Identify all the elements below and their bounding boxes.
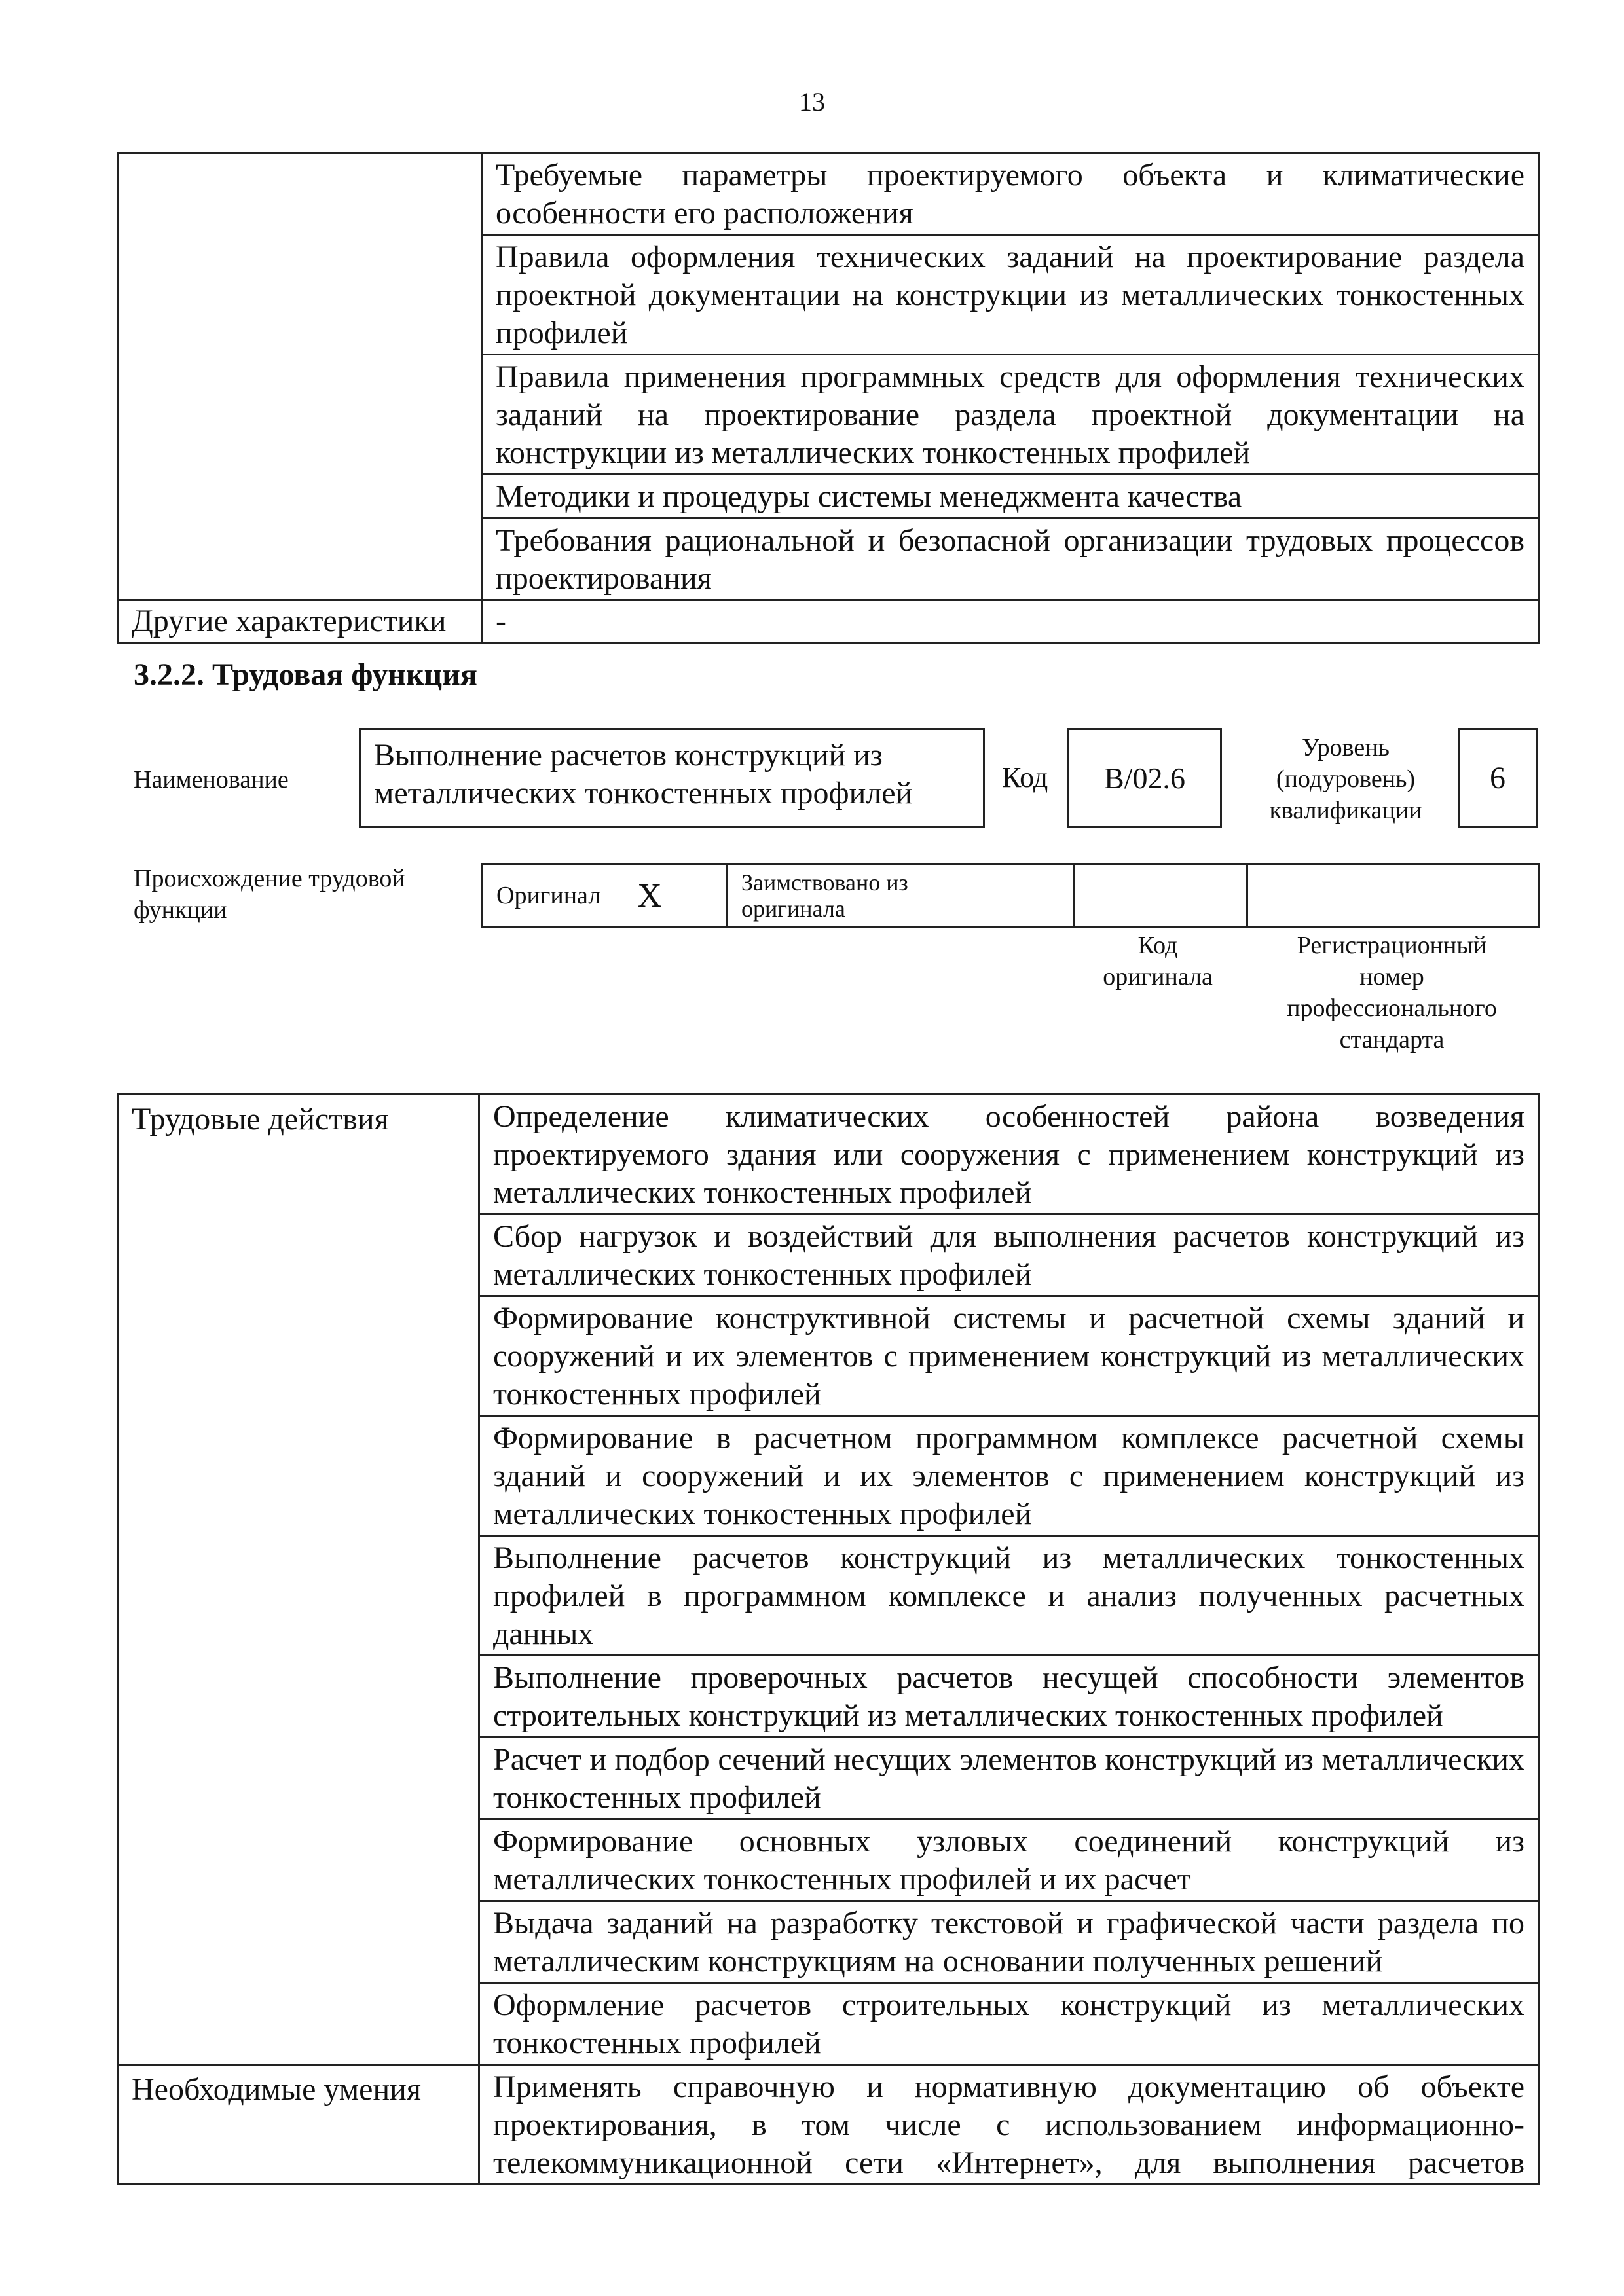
caption-line: стандарта [1339, 1026, 1445, 1053]
level-label-line: Уровень [1302, 734, 1390, 761]
knowledge-item: Требования рациональной и безопасной организации трудовых процессов проектирования [482, 519, 1539, 600]
origin-label-line: Происхождение трудовой [134, 865, 405, 892]
skill-item: Применять справочную и нормативную документацию об объекте проектирования, в том числе с использованием информационно-телекоммуникационной сети «Интернет», для выполнения расчетов [479, 2065, 1539, 2185]
level-value: 6 [1490, 760, 1505, 795]
empty-label-cell [118, 153, 482, 600]
qualification-level-label [1247, 732, 1444, 826]
original-code-cell [1075, 864, 1247, 928]
knowledge-table [117, 152, 1540, 644]
knowledge-item: Правила оформления технических заданий на проектирование раздела проектной документации на конструкции из металлических тонкостенных профилей [482, 235, 1539, 355]
code-value: B/02.6 [1104, 761, 1185, 795]
other-characteristics-value: - [482, 600, 1539, 643]
name-label: Наименование [134, 766, 289, 793]
origin-table [481, 863, 1540, 928]
labor-action: Определение климатических особенностей района возведения проектируемого здания или сооружения с применением конструкций из металлических тонкостенных профилей [479, 1095, 1539, 1214]
origin-label-line: функции [134, 896, 227, 924]
labor-action: Оформление расчетов строительных конструкций из металлических тонкостенных профилей [479, 1983, 1539, 2065]
knowledge-item: Правила применения программных средств для оформления технических заданий на проектирование раздела проектной документации на конструкции из металлических тонкостенных профилей [482, 355, 1539, 475]
knowledge-item: Методики и процедуры системы менеджмента качества [482, 475, 1539, 519]
labor-action: Формирование в расчетном программном комплексе расчетной схемы зданий и сооружений и их элементов с применением конструкций из металлических тонкостенных профилей [479, 1416, 1539, 1536]
other-characteristics-label: Другие характеристики [118, 600, 482, 643]
original-code-caption [1071, 930, 1244, 993]
code-label: Код [1002, 761, 1048, 793]
function-name-box [359, 728, 985, 828]
caption-line: профессионального [1287, 994, 1497, 1022]
page-number: 13 [799, 87, 825, 117]
labor-action: Выполнение расчетов конструкций из металлических тонкостенных профилей в программном комплексе и анализ полученных расчетных данных [479, 1536, 1539, 1656]
labor-action: Сбор нагрузок и воздействий для выполнения расчетов конструкций из металлических тонкостенных профилей [479, 1214, 1539, 1296]
labor-actions-label-cell: Трудовые действия [118, 1095, 479, 2065]
caption-line: номер [1359, 963, 1424, 991]
labor-action: Формирование основных узловых соединений конструкций из металлических тонкостенных профилей и их расчет [479, 1819, 1539, 1901]
registration-number-cell [1247, 864, 1539, 928]
caption-line: Код [1137, 932, 1178, 959]
registration-number-caption [1246, 930, 1538, 1055]
caption-line: Регистрационный [1297, 932, 1487, 959]
borrowed-cell [728, 864, 1075, 928]
labor-action: Формирование конструктивной системы и расчетной схемы зданий и сооружений и их элементов с применением конструкций из металлических тонкостенных профилей [479, 1296, 1539, 1416]
level-box [1458, 728, 1538, 828]
labor-actions-table [117, 1093, 1540, 2185]
original-cell [483, 864, 728, 928]
origin-label [134, 863, 405, 926]
labor-action: Выполнение проверочных расчетов несущей способности элементов строительных конструкций из металлических тонкостенных профилей [479, 1656, 1539, 1738]
original-mark: X [637, 877, 662, 915]
caption-line: оригинала [1103, 963, 1213, 991]
section-title: 3.2.2. Трудовая функция [134, 657, 477, 692]
original-label: Оригинал [496, 882, 601, 909]
borrowed-label: оригинала [741, 896, 845, 922]
labor-action: Выдача заданий на разработку текстовой и графической части раздела по металлическим конструкциям на основании полученных решений [479, 1901, 1539, 1983]
code-box [1067, 728, 1222, 828]
borrowed-label: Заимствовано из [741, 869, 908, 896]
labor-action: Расчет и подбор сечений несущих элементов конструкций из металлических тонкостенных профилей [479, 1738, 1539, 1819]
level-label-line: квалификации [1269, 797, 1422, 824]
knowledge-item: Требуемые параметры проектируемого объекта и климатические особенности его расположения [482, 153, 1539, 235]
function-name-value: Выполнение расчетов конструкций из металлических тонкостенных профилей [374, 738, 913, 811]
skills-label-cell: Необходимые умения [118, 2065, 479, 2185]
level-label-line: (подуровень) [1276, 765, 1416, 793]
